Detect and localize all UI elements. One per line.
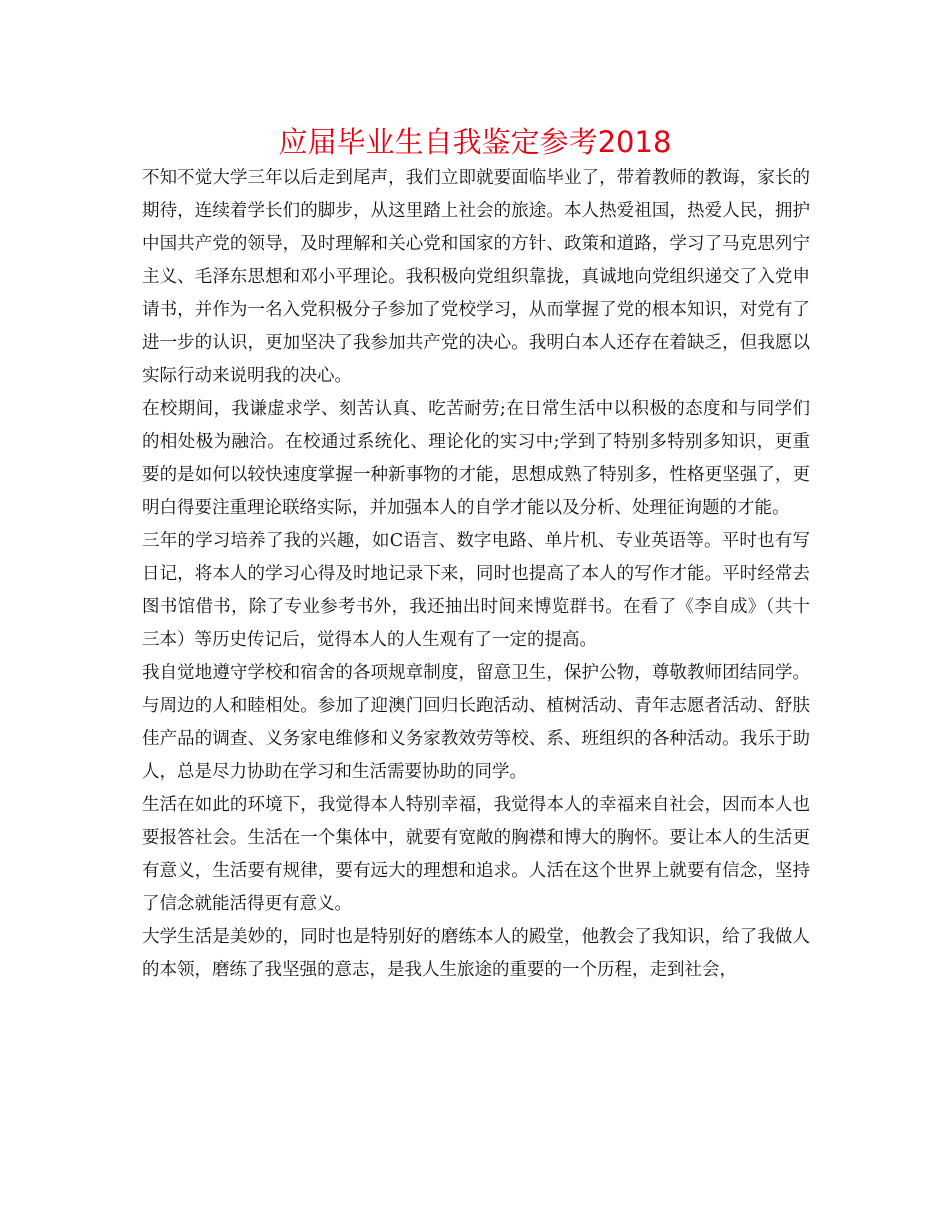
paragraph-3: 三年的学习培养了我的兴趣，如C语言、数字电路、单片机、专业英语等。平时也有写日记，将本人的学习心得及时地记录下来，同时也提高了本人的写作才能。平时经常去图书馆借书，除了专业参考书外，我还抽出时间来博览群书。在看了《李自成》（共十三本）等历史传记后，觉得本人的人生观有了一定的提高。: [142, 531, 810, 650]
paragraph-5: 生活在如此的环境下，我觉得本人特别幸福，我觉得本人的幸福来自社会，因而本人也要报答社会。生活在一个集体中，就要有宽敞的胸襟和博大的胸怀。要让本人的生活更有意义，生活要有规律，要有远大的理想和追求。人活在这个世界上就要有信念，坚持了信念就能活得更有意义。: [142, 795, 810, 914]
paragraph-2: 在校期间，我谦虚求学、刻苦认真、吃苦耐劳;在日常生活中以积极的态度和与同学们的相处极为融洽。在校通过系统化、理论化的实习中;学到了特别多特别多知识，更重要的是如何以较快速度掌握一种新事物的才能，思想成熟了特别多，性格更坚强了，更明白得要注重理论联络实际，并加强本人的自学才能以及分析、处理征询题的才能。: [142, 399, 810, 518]
document-body: [142, 162, 810, 987]
document-title: 应届毕业生自我鉴定参考2018: [278, 125, 672, 159]
paragraph-6: 大学生活是美妙的，同时也是特别好的磨练本人的殿堂，他教会了我知识，给了我做人的本领，磨练了我坚强的意志，是我人生旅途的重要的一个历程，走到社会，: [142, 927, 810, 980]
paragraph-4: 我自觉地遵守学校和宿舍的各项规章制度，留意卫生，保护公物，尊敬教师团结同学。与周边的人和睦相处。参加了迎澳门回归长跑活动、植树活动、青年志愿者活动、舒肤佳产品的调查、义务家电维修和义务家教效劳等校、系、班组织的各种活动。我乐于助人，总是尽力协助在学习和生活需要协助的同学。: [142, 663, 810, 782]
paragraph-1: 不知不觉大学三年以后走到尾声，我们立即就要面临毕业了，带着教师的教诲，家长的期待，连续着学长们的脚步，从这里踏上社会的旅途。本人热爱祖国，热爱人民，拥护中国共产党的领导，及时理解和关心党和国家的方针、政策和道路，学习了马克思列宁主义、毛泽东思想和邓小平理论。我积极向党组织靠拢，真诚地向党组织递交了入党申请书，并作为一名入党积极分子参加了党校学习，从而掌握了党的根本知识，对党有了进一步的认识，更加坚决了我参加共产党的决心。我明白本人还存在着缺乏，但我愿以实际行动来说明我的决心。: [142, 168, 810, 386]
